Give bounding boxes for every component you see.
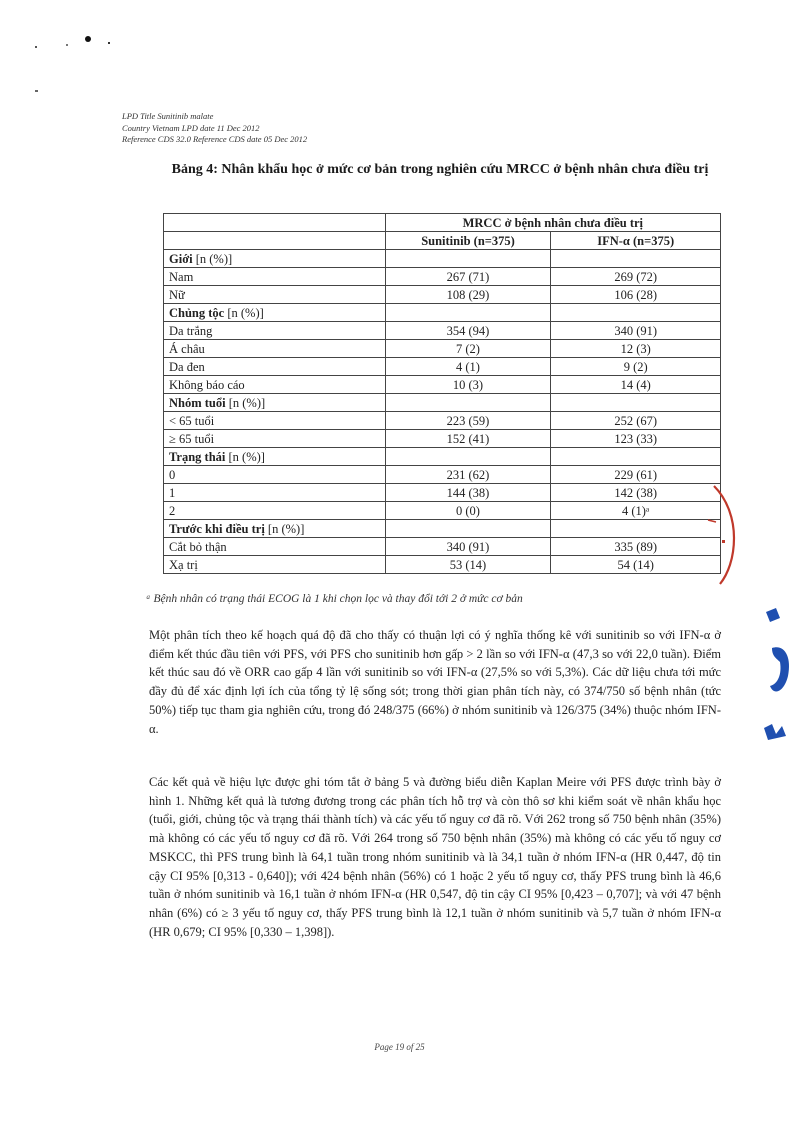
empty-cell [385, 304, 551, 322]
row-label: < 65 tuổi [164, 412, 386, 430]
row-label: ≥ 65 tuổi [164, 430, 386, 448]
value-ifn: 54 (14) [551, 556, 721, 574]
row-label: Xạ trị [164, 556, 386, 574]
empty-cell [551, 520, 721, 538]
row-label: 2 [164, 502, 386, 520]
value-ifn: 123 (33) [551, 430, 721, 448]
value-sunitinib: 53 (14) [385, 556, 551, 574]
table-section-row [164, 520, 721, 538]
table-row [164, 358, 721, 376]
value-ifn: 106 (28) [551, 286, 721, 304]
empty-cell [551, 250, 721, 268]
table-row [164, 484, 721, 502]
table-row [164, 502, 721, 520]
table-row [164, 376, 721, 394]
value-sunitinib: 108 (29) [385, 286, 551, 304]
value-sunitinib: 7 (2) [385, 340, 551, 358]
table-row [164, 538, 721, 556]
table-row [164, 268, 721, 286]
table-section-row [164, 394, 721, 412]
column-header-sunitinib: Sunitinib (n=375) [385, 232, 551, 250]
value-sunitinib: 231 (62) [385, 466, 551, 484]
table-row [164, 466, 721, 484]
row-label: Da trắng [164, 322, 386, 340]
scan-specks [30, 30, 120, 100]
value-sunitinib: 223 (59) [385, 412, 551, 430]
page-number: Page 19 of 25 [374, 1042, 425, 1052]
stamp-fragment [762, 600, 796, 750]
row-label: Nam [164, 268, 386, 286]
paragraph-1: Một phân tích theo kế hoạch quá độ đã cho thấy có thuận lợi có ý nghĩa thống kê với sunitinib so với IFN-α ở điểm kết thúc đầu tiên với PFS, với PFS cho sunitinib hơn gấp > 2 lần so với IFN-α (47,3 so với 22,0 tuần). Điểm kết thúc sau đó về ORR cao gấp 4 lần với sunitinib so với IFN-α (27,5% so với 5,3%). Các dữ liệu chưa tới mức đầy đủ để xác định lợi ích của tổng tỷ lệ sống sót; trong thời gian phân tích này, có 374/750 số bệnh nhân (tức 50%) tiếp tục tham gia nghiên cứu, trong đó 248/375 (66%) ở nhóm sunitinib và 126/375 (34%) thuộc nhóm IFN-α. [149, 628, 721, 736]
value-sunitinib: 144 (38) [385, 484, 551, 502]
table-row [164, 286, 721, 304]
value-sunitinib: 354 (94) [385, 322, 551, 340]
value-sunitinib: 4 (1) [385, 358, 551, 376]
value-ifn: 142 (38) [551, 484, 721, 502]
section-label: Chủng tộc [169, 305, 225, 320]
section-label-cell [164, 250, 386, 268]
header-line-2: Country Vietnam LPD date 11 Dec 2012 [122, 122, 260, 133]
section-unit: [n (%)] [227, 305, 264, 320]
value-ifn: 12 (3) [551, 340, 721, 358]
empty-cell [551, 304, 721, 322]
section-label: Trạng thái [169, 449, 226, 464]
table-section-row [164, 304, 721, 322]
empty-cell [551, 448, 721, 466]
paragraph-2: Các kết quả về hiệu lực được ghi tóm tắt ở bảng 5 và đường biểu diễn Kaplan Meire với PFS được trình bày ở hình 1. Những kết quả là tương đương trong các phân tích hỗ trợ và còn thô sơ khi kiểm soát về nhân khẩu học (tuổi, giới, chủng tộc và trạng thái thành tích) và các yếu tố nguy cơ đã rõ. Với 262 trong số 750 bệnh nhân (35%) mà không có các yếu tố nguy cơ đã rõ. Với 264 trong số 750 bệnh nhân (35%) mà không có các yếu tố nguy cơ MSKCC, thì PFS trung bình là 64,1 tuần trong nhóm sunitinib và là 34,1 tuần ở nhóm IFN-α (HR 0,447, độ tin cậy CI 95% [0,313 - 0,640]); với 424 bệnh nhân (56%) có 1 hoặc 2 yếu tố nguy cơ, thấy PFS trung bình là 46,6 tuần ở nhóm sunitinib và 16,1 tuần ở nhóm IFN-α (HR 0,547, độ tin cậy CI 95% [0,423 – 0,707]; và với 47 bệnh nhân (6%) có ≥ 3 yếu tố nguy cơ, thấy PFS trung bình là 12,1 tuần ở nhóm sunitinib và 5,7 tuần ở nhóm IFN-α (HR 0,679; CI 95% [0,330 – 1,398]). [149, 775, 721, 939]
value-sunitinib: 0 (0) [385, 502, 551, 520]
group-header: MRCC ở bệnh nhân chưa điều trị [385, 214, 720, 232]
section-label-cell [164, 448, 386, 466]
section-label: Nhóm tuổi [169, 395, 226, 410]
demographics-table [163, 213, 721, 574]
table-section-row [164, 250, 721, 268]
header-line-1: LPD Title Sunitinib malate [122, 111, 214, 121]
value-ifn: 14 (4) [551, 376, 721, 394]
value-sunitinib: 152 (41) [385, 430, 551, 448]
value-ifn: 269 (72) [551, 268, 721, 286]
empty-cell [385, 394, 551, 412]
empty-cell [551, 394, 721, 412]
value-ifn: 229 (61) [551, 466, 721, 484]
document-header [122, 111, 307, 146]
empty-header-cell [164, 232, 386, 250]
section-unit: [n (%)] [228, 395, 266, 410]
table-row [164, 430, 721, 448]
table-column-header-row [164, 232, 721, 250]
row-label: Nữ [164, 286, 386, 304]
empty-cell [385, 250, 551, 268]
value-ifn: 9 (2) [551, 358, 721, 376]
section-unit: [n (%)] [267, 521, 305, 536]
section-label: Trước khi điều trị [169, 521, 265, 536]
section-unit: [n (%)] [195, 251, 233, 266]
row-label: 0 [164, 466, 386, 484]
column-header-ifn: IFN-α (n=375) [551, 232, 721, 250]
table-group-header-row [164, 214, 721, 232]
row-label: 1 [164, 484, 386, 502]
table-row [164, 340, 721, 358]
value-sunitinib: 340 (91) [385, 538, 551, 556]
empty-cell [385, 520, 551, 538]
table-row [164, 322, 721, 340]
table-footnote: ᵃ Bệnh nhân có trạng thái ECOG là 1 khi chọn lọc và thay đổi tới 2 ở mức cơ bản [146, 593, 523, 605]
section-label-cell [164, 394, 386, 412]
pen-annotation-mark [700, 480, 750, 590]
table-row [164, 556, 721, 574]
row-label: Da đen [164, 358, 386, 376]
section-label-cell [164, 304, 386, 322]
value-ifn: 340 (91) [551, 322, 721, 340]
row-label: Á châu [164, 340, 386, 358]
section-label-cell [164, 520, 386, 538]
value-sunitinib: 10 (3) [385, 376, 551, 394]
table-title: Bảng 4: Nhân khẩu học ở mức cơ bản trong nghiên cứu MRCC ở bệnh nhân chưa điều trị [171, 162, 709, 177]
header-line-3: Reference CDS 32.0 Reference CDS date 05 Dec 2012 [122, 134, 308, 144]
table-row [164, 412, 721, 430]
table-section-row [164, 448, 721, 466]
section-label: Giới [169, 251, 193, 266]
value-ifn: 4 (1)ᵃ [551, 502, 721, 520]
empty-cell [385, 448, 551, 466]
empty-header-cell [164, 214, 386, 232]
row-label: Cắt bỏ thận [164, 538, 386, 556]
value-sunitinib: 267 (71) [385, 268, 551, 286]
value-ifn: 252 (67) [551, 412, 721, 430]
row-label: Không báo cáo [164, 376, 386, 394]
section-unit: [n (%)] [228, 449, 265, 464]
value-ifn: 335 (89) [551, 538, 721, 556]
